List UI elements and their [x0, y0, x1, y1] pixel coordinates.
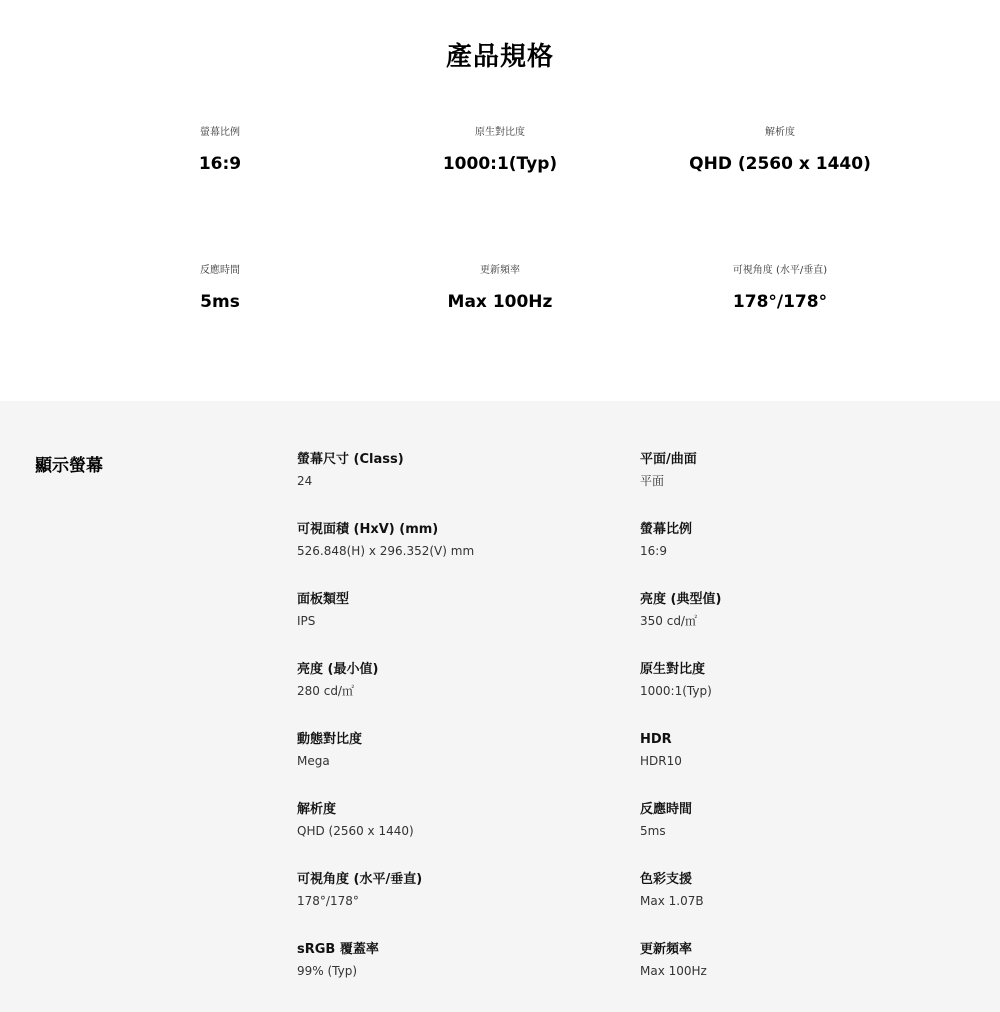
highlight-value: 5ms — [200, 292, 240, 312]
spec-item — [297, 941, 640, 981]
highlight-label: 反應時間 — [200, 265, 240, 276]
spec-value: QHD (2560 x 1440) — [297, 824, 414, 838]
spec-label: 可視面積 (HxV) (mm) — [297, 522, 439, 537]
spec-item — [640, 661, 957, 701]
spec-value: 280 cd/㎡ — [297, 684, 354, 698]
spec-label: 解析度 — [297, 802, 337, 817]
spec-value: 1000:1(Typ) — [640, 684, 712, 698]
spec-item — [297, 451, 640, 491]
spec-item — [640, 451, 957, 491]
spec-label: 平面/曲面 — [640, 452, 697, 467]
highlight-value: Max 100Hz — [447, 292, 553, 312]
highlight-item — [80, 126, 360, 184]
spec-value: IPS — [297, 614, 316, 628]
spec-value: 平面 — [640, 474, 665, 488]
spec-label: 動態對比度 — [297, 732, 363, 747]
section-title: 顯示螢幕 — [35, 456, 103, 476]
spec-label: 反應時間 — [640, 802, 693, 817]
highlight-item — [640, 264, 920, 322]
spec-value: Mega — [297, 754, 330, 768]
page-title: 產品規格 — [445, 42, 554, 72]
spec-item — [640, 871, 957, 911]
spec-label: 螢幕尺寸 (Class) — [297, 452, 404, 467]
highlight-label: 解析度 — [765, 127, 795, 138]
spec-item — [297, 521, 640, 561]
spec-value: 99% (Typ) — [297, 964, 358, 978]
highlight-value: 1000:1(Typ) — [442, 154, 558, 174]
spec-value: Max 1.07B — [640, 894, 704, 908]
highlight-label: 螢幕比例 — [200, 127, 240, 138]
highlights-area — [0, 0, 1000, 401]
spec-value: 526.848(H) x 296.352(V) mm — [297, 544, 475, 558]
highlight-item — [640, 126, 920, 184]
spec-item — [297, 591, 640, 631]
spec-value: 5ms — [640, 824, 666, 838]
highlight-item — [360, 264, 640, 322]
spec-item — [297, 871, 640, 911]
highlight-item — [80, 264, 360, 322]
spec-label: 亮度 (最小值) — [297, 662, 379, 677]
spec-item — [640, 521, 957, 561]
spec-value: HDR10 — [640, 754, 682, 768]
spec-item — [640, 591, 957, 631]
spec-label: sRGB 覆蓋率 — [297, 942, 379, 957]
highlight-item — [360, 126, 640, 184]
highlight-value: 178°/178° — [732, 292, 828, 312]
spec-item — [297, 661, 640, 701]
spec-section — [0, 401, 1000, 1012]
highlight-value: QHD (2560 x 1440) — [689, 154, 871, 174]
highlights-grid — [80, 126, 920, 322]
spec-label: HDR — [640, 732, 672, 747]
spec-label: 原生對比度 — [640, 662, 706, 677]
highlight-value: 16:9 — [198, 154, 242, 174]
spec-value: Max 100Hz — [640, 964, 707, 978]
spec-item — [297, 801, 640, 841]
highlight-label: 更新頻率 — [480, 265, 520, 276]
spec-item — [640, 801, 957, 841]
spec-value: 178°/178° — [297, 894, 359, 908]
spec-value: 350 cd/㎡ — [640, 614, 697, 628]
spec-label: 面板類型 — [297, 592, 350, 607]
spec-label: 可視角度 (水平/垂直) — [297, 872, 423, 887]
spec-value: 24 — [297, 474, 313, 488]
spec-item — [297, 731, 640, 771]
spec-value: 16:9 — [640, 544, 667, 558]
spec-label: 螢幕比例 — [640, 522, 693, 537]
spec-label: 色彩支援 — [640, 872, 693, 887]
spec-item — [640, 941, 957, 981]
highlight-label: 可視角度 (水平/垂直) — [732, 265, 828, 276]
spec-label: 更新頻率 — [640, 942, 693, 957]
spec-grid — [297, 451, 957, 981]
spec-label: 亮度 (典型值) — [640, 592, 722, 607]
highlight-label: 原生對比度 — [475, 127, 525, 138]
spec-item — [640, 731, 957, 771]
